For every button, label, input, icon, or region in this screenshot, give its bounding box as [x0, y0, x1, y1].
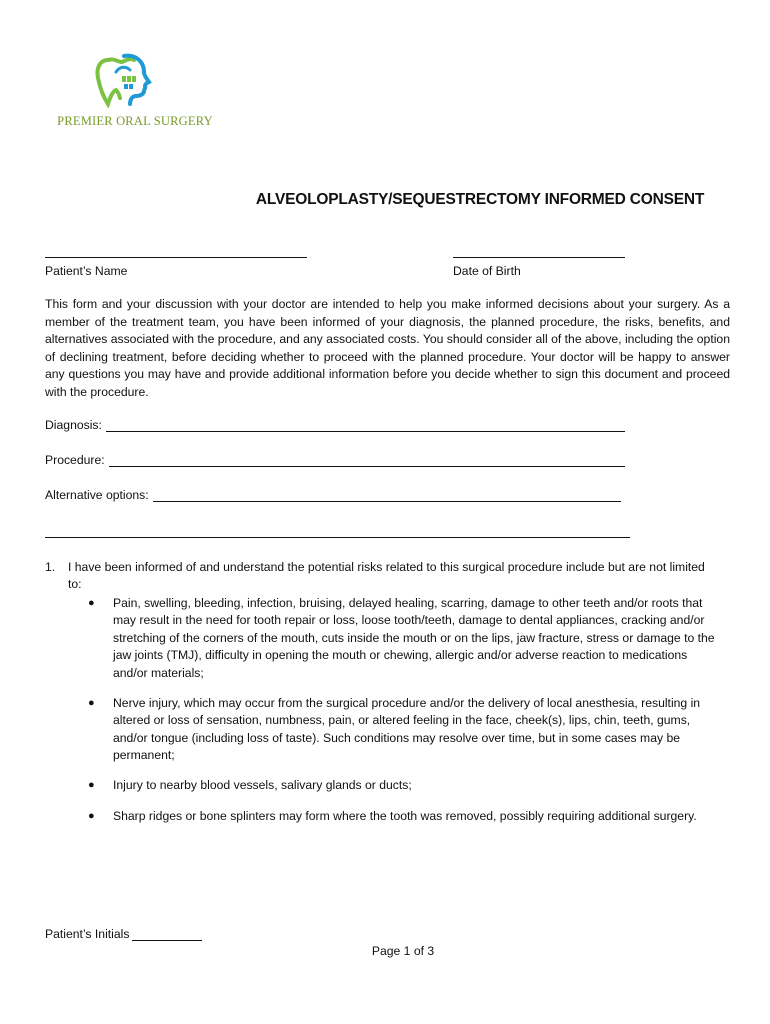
premier-oral-surgery-logo — [50, 52, 220, 132]
patient-name-label: Patient’s Name — [45, 264, 128, 278]
date-of-birth-label: Date of Birth — [453, 264, 521, 278]
tooth-face-logo-icon — [94, 52, 154, 108]
bullet-text: Sharp ridges or bone splinters may form where the tooth was removed, possibly requiring additional surgery. — [113, 809, 697, 823]
bullet-dot-icon: ● — [88, 597, 95, 609]
patient-name-line[interactable] — [45, 257, 307, 258]
diagnosis-field[interactable] — [106, 419, 625, 432]
bullet-text: Injury to nearby blood vessels, salivary glands or ducts; — [113, 778, 412, 792]
risk-bullet — [88, 695, 723, 765]
intro-paragraph: This form and your discussion with your doctor are intended to help you make informed decisions about your surgery. As a member of the treatment team, you have been informed of your diagnosis, the planned procedure, the risks, benefits, and alternatives associated with the procedure, and any associated costs. You should consider all of the above, including the option of declining treatment, before deciding whether to proceed with the planned procedure. Your doctor will be happy to answer any questions you may have and provide additional information before you decide whether to sign this document and proceed with the procedure. — [45, 297, 730, 399]
item-text: I have been informed of and understand the potential risks related to this surgical procedure include but are not limited to: — [68, 560, 705, 591]
procedure-label: Procedure: — [45, 453, 105, 467]
bullet-text: Nerve injury, which may occur from the surgical procedure and/or the delivery of local anesthesia, resulting in altered or loss of sensation, numbness, pain, or altered feeling in the face, cheek(s), lips, chin, teeth, gums, and/or tongue (including loss of taste). Such conditions may resolve over time, but in some cases may be permanent; — [113, 696, 701, 763]
risk-bullet — [88, 808, 723, 825]
diagnosis-label: Diagnosis: — [45, 418, 102, 432]
alternative-options-extra-line[interactable] — [45, 537, 630, 538]
alternative-options-row — [45, 488, 621, 502]
procedure-field[interactable] — [109, 454, 625, 467]
risk-item-1 — [45, 559, 710, 593]
logo-text: PREMIER ORAL SURGERY — [57, 114, 213, 128]
risk-bullet — [88, 595, 723, 682]
diagnosis-row — [45, 418, 625, 432]
page-number: Page 1 of 3 — [371, 944, 435, 958]
date-of-birth-line[interactable] — [453, 257, 625, 258]
risk-bullet — [88, 777, 723, 794]
document-title: ALVEOLOPLASTY/SEQUESTRECTOMY INFORMED CONSENT — [255, 191, 705, 208]
patient-initials-row — [45, 927, 202, 941]
procedure-row — [45, 453, 625, 467]
item-number: 1. — [45, 560, 56, 574]
bullet-dot-icon: ● — [88, 810, 95, 822]
bullet-text: Pain, swelling, bleeding, infection, bruising, delayed healing, scarring, damage to other teeth and/or roots that may result in the need for tooth repair or loss, loose tooth/teeth, damage to dental appliances, cracking and/or stretching of the corners of the mouth, cuts inside the mouth or on the lips, jaw fracture, stress or damage to the jaw joints (TMJ), difficulty in opening the mouth or chewing, allergic and/or adverse reaction to medications and/or materials; — [113, 596, 715, 680]
bullet-dot-icon: ● — [88, 697, 95, 709]
alternative-options-label: Alternative options: — [45, 488, 149, 502]
patient-initials-field[interactable] — [132, 928, 202, 941]
alternative-options-field[interactable] — [153, 489, 621, 502]
patient-initials-label: Patient’s Initials — [45, 927, 130, 941]
bullet-dot-icon: ● — [88, 779, 95, 791]
